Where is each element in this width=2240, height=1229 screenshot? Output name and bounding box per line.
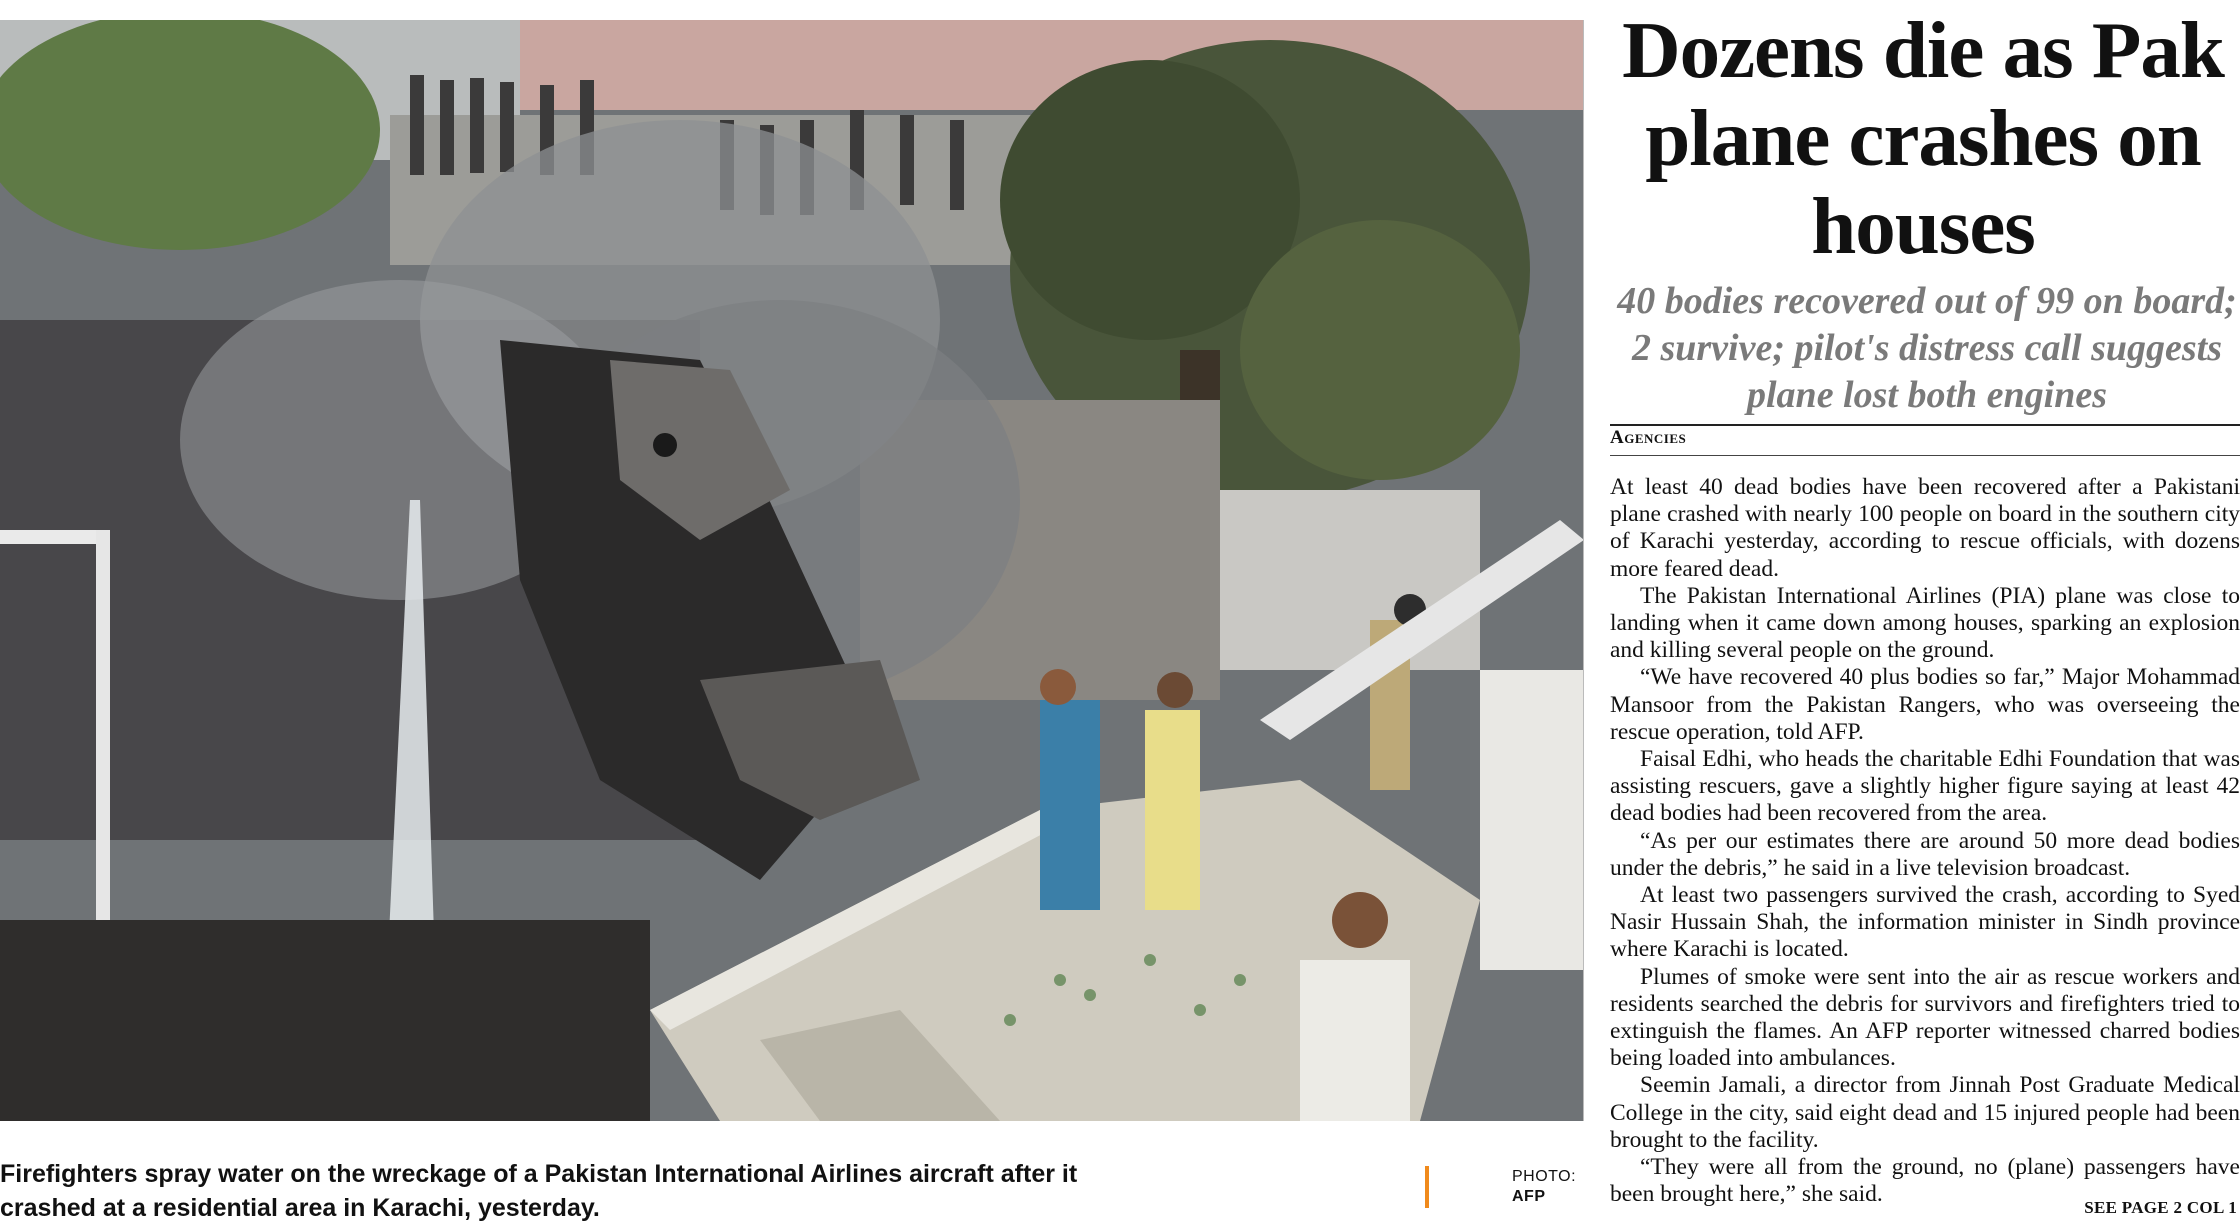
article-paragraph: Plumes of smoke were sent into the air as rescue workers and residents searched the debris for survivors and firefighters tried to extinguish the flames. An AFP reporter witnessed charred bodies being loaded into ambulances. <box>1610 963 2240 1072</box>
headline: Dozens die as Pak plane crashes on houses <box>1622 5 2224 271</box>
article-paragraph: Faisal Edhi, who heads the charitable Edhi Foundation that was assisting rescuers, gave a slightly higher figure saying at least 42 dead bodies had been recovered from the area. <box>1610 746 2240 827</box>
photo-credit <box>1512 1167 1576 1207</box>
article-body <box>1610 474 2240 1208</box>
article-paragraph: “As per our estimates there are around 50 more dead bodies under the debris,” he said in a live television broadcast. <box>1610 827 2240 881</box>
crash-scene-illustration <box>0 20 1584 1121</box>
photo-credit-label: PHOTO: <box>1512 1168 1577 1185</box>
byline: Agencies <box>1610 427 1687 448</box>
subheadline: 40 bodies recovered out of 99 on board; 2 survive; pilot's distress call suggests plane lost both engines <box>1617 280 2237 416</box>
photo-caption: Firefighters spray water on the wreckage of a Pakistan International Airlines aircraft after it crashed at a residential area in Karachi, yesterday. <box>0 1160 1078 1222</box>
photo-credit-source: AFP <box>1512 1188 1546 1205</box>
article-paragraph: Seemin Jamali, a director from Jinnah Post Graduate Medical College in the city, said eight dead and 15 injured people had been brought to the facility. <box>1610 1072 2240 1153</box>
article-paragraph: At least two passengers survived the crash, according to Syed Nasir Hussain Shah, the information minister in Sindh province where Karachi is located. <box>1610 882 2240 963</box>
article-paragraph: At least 40 dead bodies have been recovered after a Pakistani plane crashed with nearly 100 people on board in the southern city of Karachi yesterday, according to rescue officials, with dozens more feared dead. <box>1610 474 2240 582</box>
article-paragraph: “We have recovered 40 plus bodies so far,” Major Mohammad Mansoor from the Pakistan Rangers, who was overseeing the rescue operation, told AFP. <box>1610 664 2240 745</box>
continued-on-jump[interactable]: SEE PAGE 2 COL 1 <box>2084 1198 2237 1217</box>
divider-rule <box>1610 424 2240 426</box>
article-paragraph: The Pakistan International Airlines (PIA) plane was close to landing when it came down among houses, sparking an explosion and killing several people on the ground. <box>1610 582 2240 664</box>
divider-rule <box>1610 455 2240 456</box>
news-photo <box>0 20 1584 1121</box>
article-paragraph: “They were all from the ground, no (plane) passengers have been brought here,” she said. <box>1610 1154 2240 1208</box>
caption-divider <box>1425 1166 1429 1208</box>
